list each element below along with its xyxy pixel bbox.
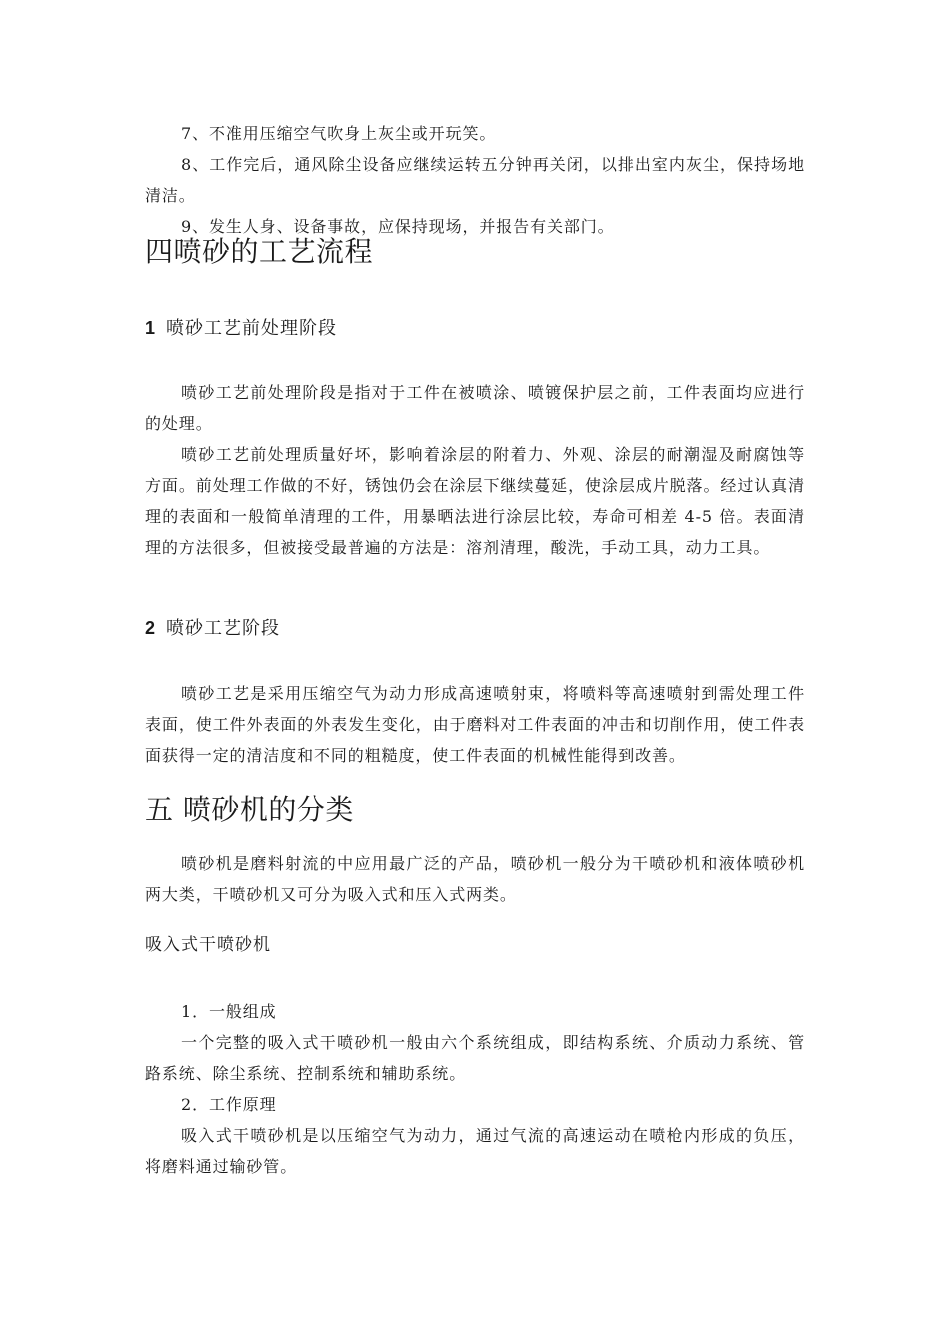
subsection-2-number: 2 [145, 618, 157, 638]
blasting-process-paragraph: 喷砂工艺是采用压缩空气为动力形成高速喷射束，将喷料等高速喷射到需处理工件表面，使工件外表面的外表发生变化，由于磨料对工件表面的冲击和切削作用，使工件表面获得一定的清洁度和不同的粗糙度，使工件表面的机械性能得到改善。 [145, 684, 805, 765]
item-1-paragraph: 一个完整的吸入式干喷砂机一般由六个系统组成，即结构系统、介质动力系统、管路系统、除尘系统、控制系统和辅助系统。 [145, 1033, 805, 1083]
item-2-paragraph: 吸入式干喷砂机是以压缩空气为动力，通过气流的高速运动在喷枪内形成的负压，将磨料通过输砂管。 [145, 1126, 805, 1176]
pretreatment-quality-paragraph: 喷砂工艺前处理质量好坏，影响着涂层的附着力、外观、涂层的耐潮湿及耐腐蚀等方面。前处理工作做的不好，锈蚀仍会在涂层下继续蔓延，使涂层成片脱落。经过认真清理的表面和一般简单清理的工件，用暴晒法进行涂层比较，寿命可相差 4-5 倍。表面清理的方法很多，但被接受最普遍的方法是：溶剂清理，酸洗，手动工具，动力工具。 [145, 445, 805, 557]
suction-type-heading: 吸入式干喷砂机 [145, 935, 271, 955]
subsection-1-title: 喷砂工艺前处理阶段 [166, 318, 338, 339]
item-1-label: 1．一般组成 [181, 1002, 277, 1021]
classification-paragraph: 喷砂机是磨料射流的中应用最广泛的产品，喷砂机一般分为干喷砂机和液体喷砂机两大类，干喷砂机又可分为吸入式和压入式两类。 [145, 854, 805, 904]
subsection-2-heading [145, 614, 805, 643]
pretreatment-definition-paragraph: 喷砂工艺前处理阶段是指对于工件在被喷涂、喷镀保护层之前，工件表面均应进行的处理。 [145, 383, 805, 433]
section-4-heading: 四喷砂的工艺流程 [145, 235, 374, 268]
rule-9-paragraph: 9、发生人身、设备事故，应保持现场，并报告有关部门。 [181, 217, 615, 236]
rule-7-paragraph: 7、不准用压缩空气吹身上灰尘或开玩笑。 [181, 124, 497, 143]
subsection-2-title: 喷砂工艺阶段 [166, 618, 281, 639]
section-5-heading: 五 喷砂机的分类 [145, 793, 354, 826]
subsection-1-heading [145, 314, 805, 343]
item-2-label: 2．工作原理 [181, 1095, 277, 1114]
rule-8-paragraph: 8、工作完后，通风除尘设备应继续运转五分钟再关闭，以排出室内灰尘，保持场地清洁。 [145, 155, 805, 205]
subsection-1-number: 1 [145, 318, 157, 338]
